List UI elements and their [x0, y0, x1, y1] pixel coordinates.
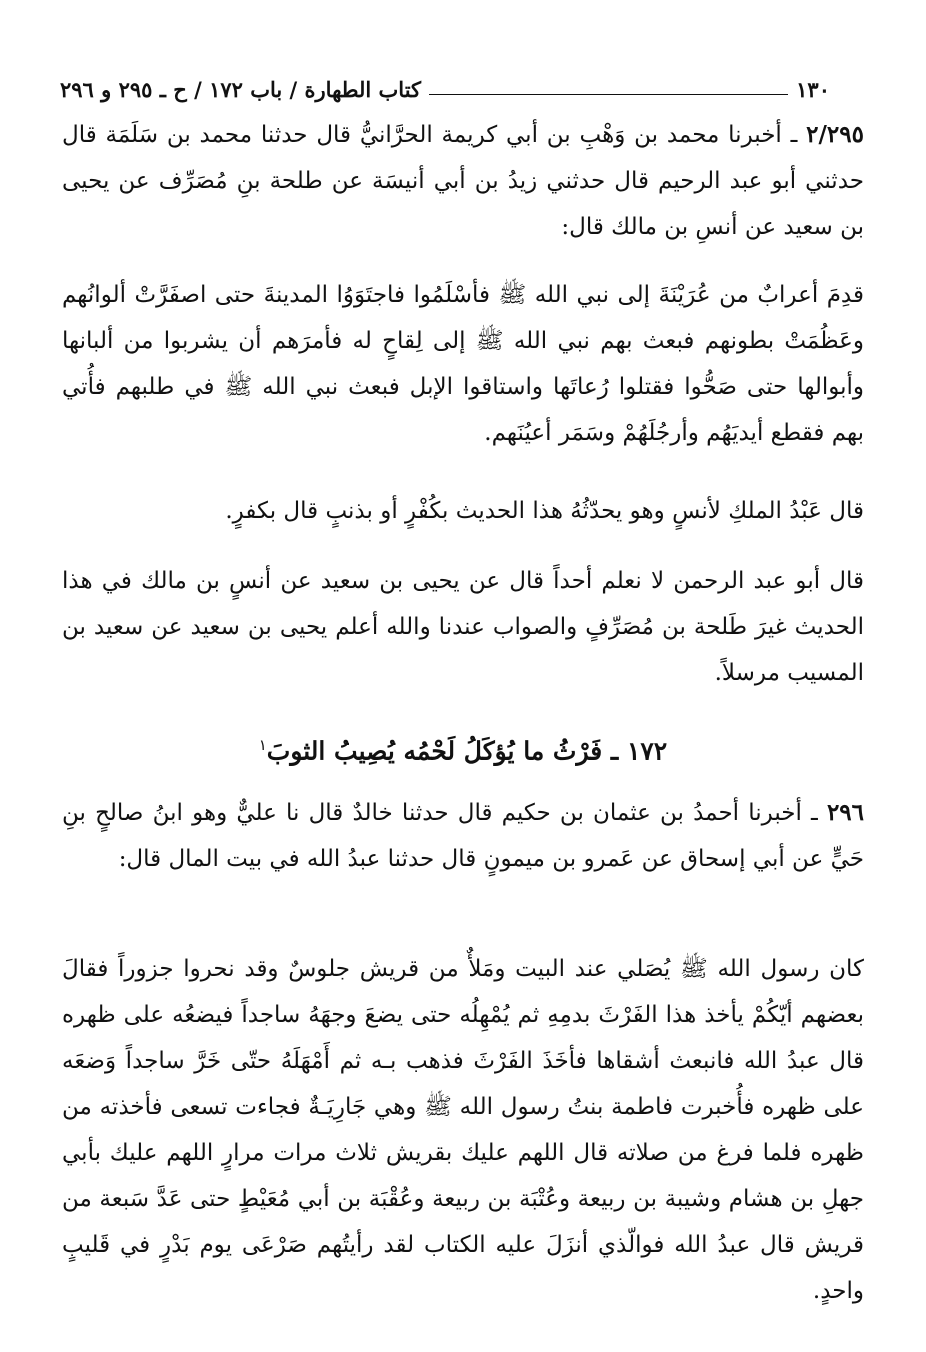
hadith-295-isnad [62, 112, 864, 250]
hadith-295-nasai-note-text: قال أبو عبد الرحمن لا نعلم أحداً قال عن يحيى بن سعيد عن أنسٍ بن مالك في هذا الحديث غيرَ طَلحة بن مُصَرِّفٍ والصواب عندنا والله أعلم يحيى بن سعيد عن سعيد بن المسيب مرسلاً. [62, 568, 864, 686]
hadith-295-matn-text: قدِمَ أعرابٌ من عُرَيْنَةَ إلى نبي الله ﷺ فأسْلَمُوا فاجتَوَوُا المدينةَ حتى اصفَرَّتْ ألوانُهم وعَظُمَتْ بطونهم فبعث بهم نبي الله ﷺ إلى لِقاحٍ له فأمرَهم أن يشربوا من ألبانها وأبوالها حتى صَحُّوا فقتلوا رُعاتَها واستاقوا الإبل فبعث نبي الله ﷺ في طلبهم فأُتي بهم فقطع أيديَهُم وأرجُلَهُمْ وسَمَر أعيُنَهم. [62, 282, 864, 446]
chapter-heading [62, 722, 864, 774]
hadith-296-matn-text: كان رسول الله ﷺ يُصَلي عند البيت ومَلأٌ من قريش جلوسٌ وقد نحروا جزوراً فقالَ بعضهم أيّكُمْ يأخذ هذا الفَرْثَ بدمِهِ ثم يُمْهِلُه حتى يضعَ وجهَهُ ساجداً فيضعُه على ظهره قال عبدُ الله فانبعث أشقاها فأخَذَ الفَرْثَ فذهب بـه ثم أَمْهَلَهُ حتّى خَرَّ ساجداً وَضعَه على ظهره فأُخبرت فاطمة بنتُ رسول الله ﷺ وهي جَارِيَـةٌ فجاءت تسعى فأخذته من ظهره فلما فرغ من صلاته قال اللهم عليك بقريش ثلاث مرات مرارٍ اللهم عليك بأبي جهلِ بن هشام وشيبة بن ربيعة وعُتْبَة بن ربيعة وعُقْبَة بن أبي مُعَيْطٍ حتى عَدَّ سَبعة من قريش قال عبدُ الله فوالّذي أنزَلَ عليه الكتاب لقد رأيتُهم صَرْعَى يوم بَدْرٍ في قَليبٍ واحدٍ. [62, 956, 864, 1304]
hadith-295-comment [62, 488, 864, 534]
running-header [60, 66, 830, 102]
page-number: ١٣٠ [796, 77, 830, 102]
hadith-296-isnad-text: ـ أخبرنا أحمدُ بن عثمان بن حكيم قال حدثنا خالدٌ قال نا عليٌّ وهو ابنُ صالحٍ بنِ حَيٍّ عن أبي إسحاق عن عَمرو بن ميمونٍ قال حدثنا عبدُ الله في بيت المال قال: [62, 800, 864, 872]
hadith-296-isnad [62, 790, 864, 882]
hadith-295-nasai-note [62, 558, 864, 696]
hadith-295-isnad-text: ـ أخبرنا محمد بن وَهْبِ بن أبي كريمة الحرَّانيُّ قال حدثنا محمد بن سَلَمَة قال حدثني أبو عبد الرحيم قال حدثني زيدُ بن أبي أنيسَة عن طلحة بنِ مُصَرِّف عن يحيى بن سعيد عن أنسِ بن مالك قال: [62, 122, 864, 240]
chapter-footnote-mark: ١ [258, 736, 267, 754]
hadith-296-matn [62, 946, 864, 1314]
hadith-296-number: ٢٩٦ [826, 799, 864, 826]
hadith-295-number: ٢/٢٩٥ [806, 121, 864, 148]
hadith-295-comment-text: قال عَبْدُ الملكِ لأنسٍ وهو يحدّثُهُ هذا الحديث بكُفْرٍ أو بذنبٍ قال بكفرٍ. [225, 498, 864, 524]
header-title: كتاب الطهارة / باب ١٧٢ / ح ـ ٢٩٥ و ٢٩٦ [60, 77, 422, 102]
hadith-295-matn [62, 272, 864, 456]
header-rule [429, 94, 788, 95]
chapter-title: ١٧٢ ـ فَرْثُ ما يُؤكَلُ لَحْمُه يُصِيبُ الثوبَ [266, 736, 668, 766]
